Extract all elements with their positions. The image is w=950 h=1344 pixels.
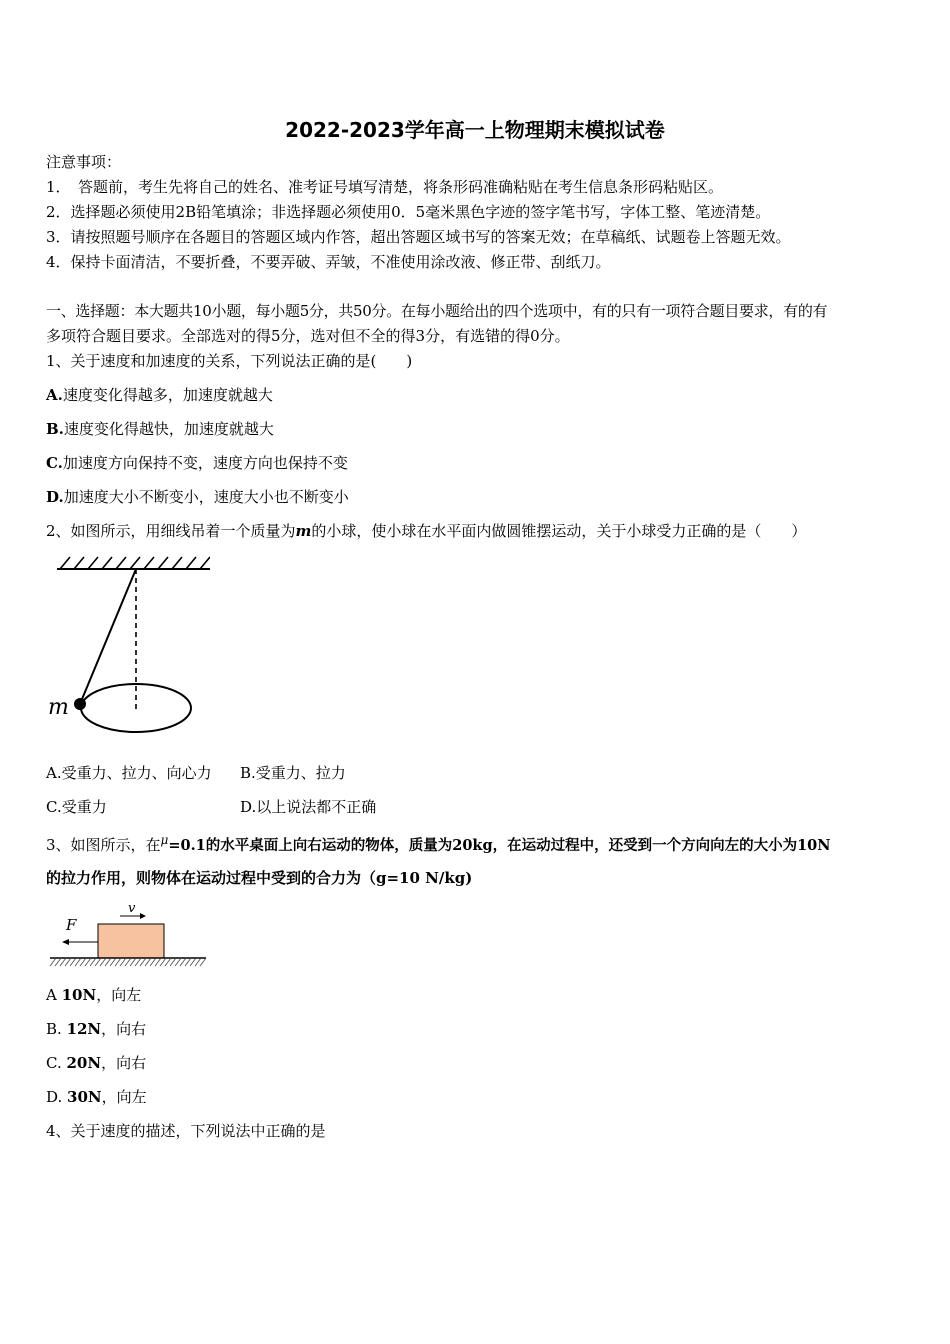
block-on-surface-figure bbox=[48, 896, 210, 972]
mass-label: m bbox=[48, 695, 69, 720]
question-1-option-b bbox=[46, 419, 274, 439]
option-text: 速度变化得越多，加速度就越大 bbox=[62, 386, 273, 404]
page-title: 2022-2023学年高一上物理期末模拟试卷 bbox=[285, 118, 665, 142]
option-text: 加速度方向保持不变，速度方向也保持不变 bbox=[62, 454, 348, 472]
question-3-stem-line2: 的拉力作用，则物体在运动过程中受到的合力为（g=10 N/kg) bbox=[46, 869, 473, 887]
option-letter: A. bbox=[46, 386, 63, 404]
question-4-stem: 4、关于速度的描述，下列说法中正确的是 bbox=[46, 1122, 326, 1140]
block bbox=[98, 924, 164, 958]
surface-hatching bbox=[50, 958, 206, 966]
option-letter: B. bbox=[46, 420, 64, 438]
force-label: F bbox=[66, 916, 77, 934]
pendulum-ball bbox=[74, 698, 86, 710]
option-letter: A bbox=[46, 986, 62, 1004]
option-direction: ，向右 bbox=[101, 1020, 147, 1038]
stem-text: =0.1的水平桌面上向右运动的物体，质量为20kg，在运动过程中，还受到一个方向向左的大小为10N bbox=[168, 837, 831, 854]
velocity-label: v bbox=[128, 901, 136, 916]
option-direction: ，向左 bbox=[101, 1088, 147, 1106]
stem-text: 的小球，使小球在水平面内做圆锥摆运动，关于小球受力正确的是（ ） bbox=[311, 522, 807, 540]
option-value: 30N bbox=[67, 1088, 102, 1106]
option-letter: B. bbox=[46, 1020, 67, 1038]
conical-pendulum-figure bbox=[40, 550, 210, 740]
question-3-option-a bbox=[46, 985, 141, 1005]
force-arrowhead bbox=[62, 939, 69, 945]
notice-item-2: 2．选择题必须使用2B铅笔填涂；非选择题必须使用0．5毫米黑色字迹的签字笔书写，字体工整、笔迹清楚。 bbox=[46, 203, 771, 221]
option-letter: C. bbox=[46, 1054, 67, 1072]
section-instructions-line2: 多项符合题目要求。全部选对的得5分，选对但不全的得3分，有选错的得0分。 bbox=[46, 327, 570, 345]
option-letter: D. bbox=[46, 488, 64, 506]
option-value: 10N bbox=[61, 986, 97, 1004]
notice-item-3: 3．请按照题号顺序在各题目的答题区域内作答，超出答题区域书写的答案无效；在草稿纸、试题卷上答题无效。 bbox=[46, 228, 791, 246]
option-value: 12N bbox=[66, 1020, 102, 1038]
stem-text: 3、如图所示，在 bbox=[46, 836, 161, 854]
option-direction: ，向右 bbox=[101, 1054, 147, 1072]
notice-heading: 注意事项： bbox=[46, 153, 122, 171]
question-3-stem-line1 bbox=[46, 830, 831, 856]
question-1-option-a bbox=[46, 385, 273, 405]
question-1-option-c bbox=[46, 453, 348, 473]
option-value: 20N bbox=[66, 1054, 102, 1072]
notice-item-1: 1． 答题前，考生先将自己的姓名、准考证号填写清楚，将条形码准确粘贴在考生信息条形码粘贴区。 bbox=[46, 178, 724, 196]
section-instructions-line1: 一、选择题：本大题共10小题，每小题5分，共50分。在每小题给出的四个选项中，有的只有一项符合题目要求，有的有 bbox=[46, 302, 828, 320]
option-text: 加速度大小不断变小，速度大小也不断变小 bbox=[63, 488, 349, 506]
question-3-option-c bbox=[46, 1053, 146, 1073]
mu-symbol: μ bbox=[160, 833, 169, 847]
stem-text: 2、如图所示，用细线吊着一个质量为 bbox=[46, 522, 296, 540]
question-3-option-d bbox=[46, 1087, 147, 1107]
question-2-stem bbox=[46, 521, 806, 541]
option-letter: C. bbox=[46, 454, 63, 472]
question-2-option-d: D.以上说法都不正确 bbox=[240, 798, 377, 816]
question-2-option-b: B.受重力、拉力 bbox=[240, 764, 346, 782]
question-2-option-a: A.受重力、拉力、向心力 bbox=[46, 764, 212, 782]
option-direction: ，向左 bbox=[96, 986, 142, 1004]
ceiling-hatching bbox=[57, 557, 210, 569]
question-1-stem: 1、关于速度和加速度的关系，下列说法正确的是( ) bbox=[46, 352, 413, 370]
question-3-option-b bbox=[46, 1019, 146, 1039]
question-1-option-d bbox=[46, 487, 349, 507]
mass-variable: m bbox=[295, 522, 312, 540]
option-text: 速度变化得越快，加速度就越大 bbox=[63, 420, 274, 438]
question-2-option-c: C.受重力 bbox=[46, 798, 107, 816]
velocity-arrowhead bbox=[140, 913, 146, 919]
notice-item-4: 4．保持卡面清洁，不要折叠，不要弄破、弄皱，不准使用涂改液、修正带、刮纸刀。 bbox=[46, 253, 611, 271]
option-letter: D. bbox=[46, 1088, 68, 1106]
